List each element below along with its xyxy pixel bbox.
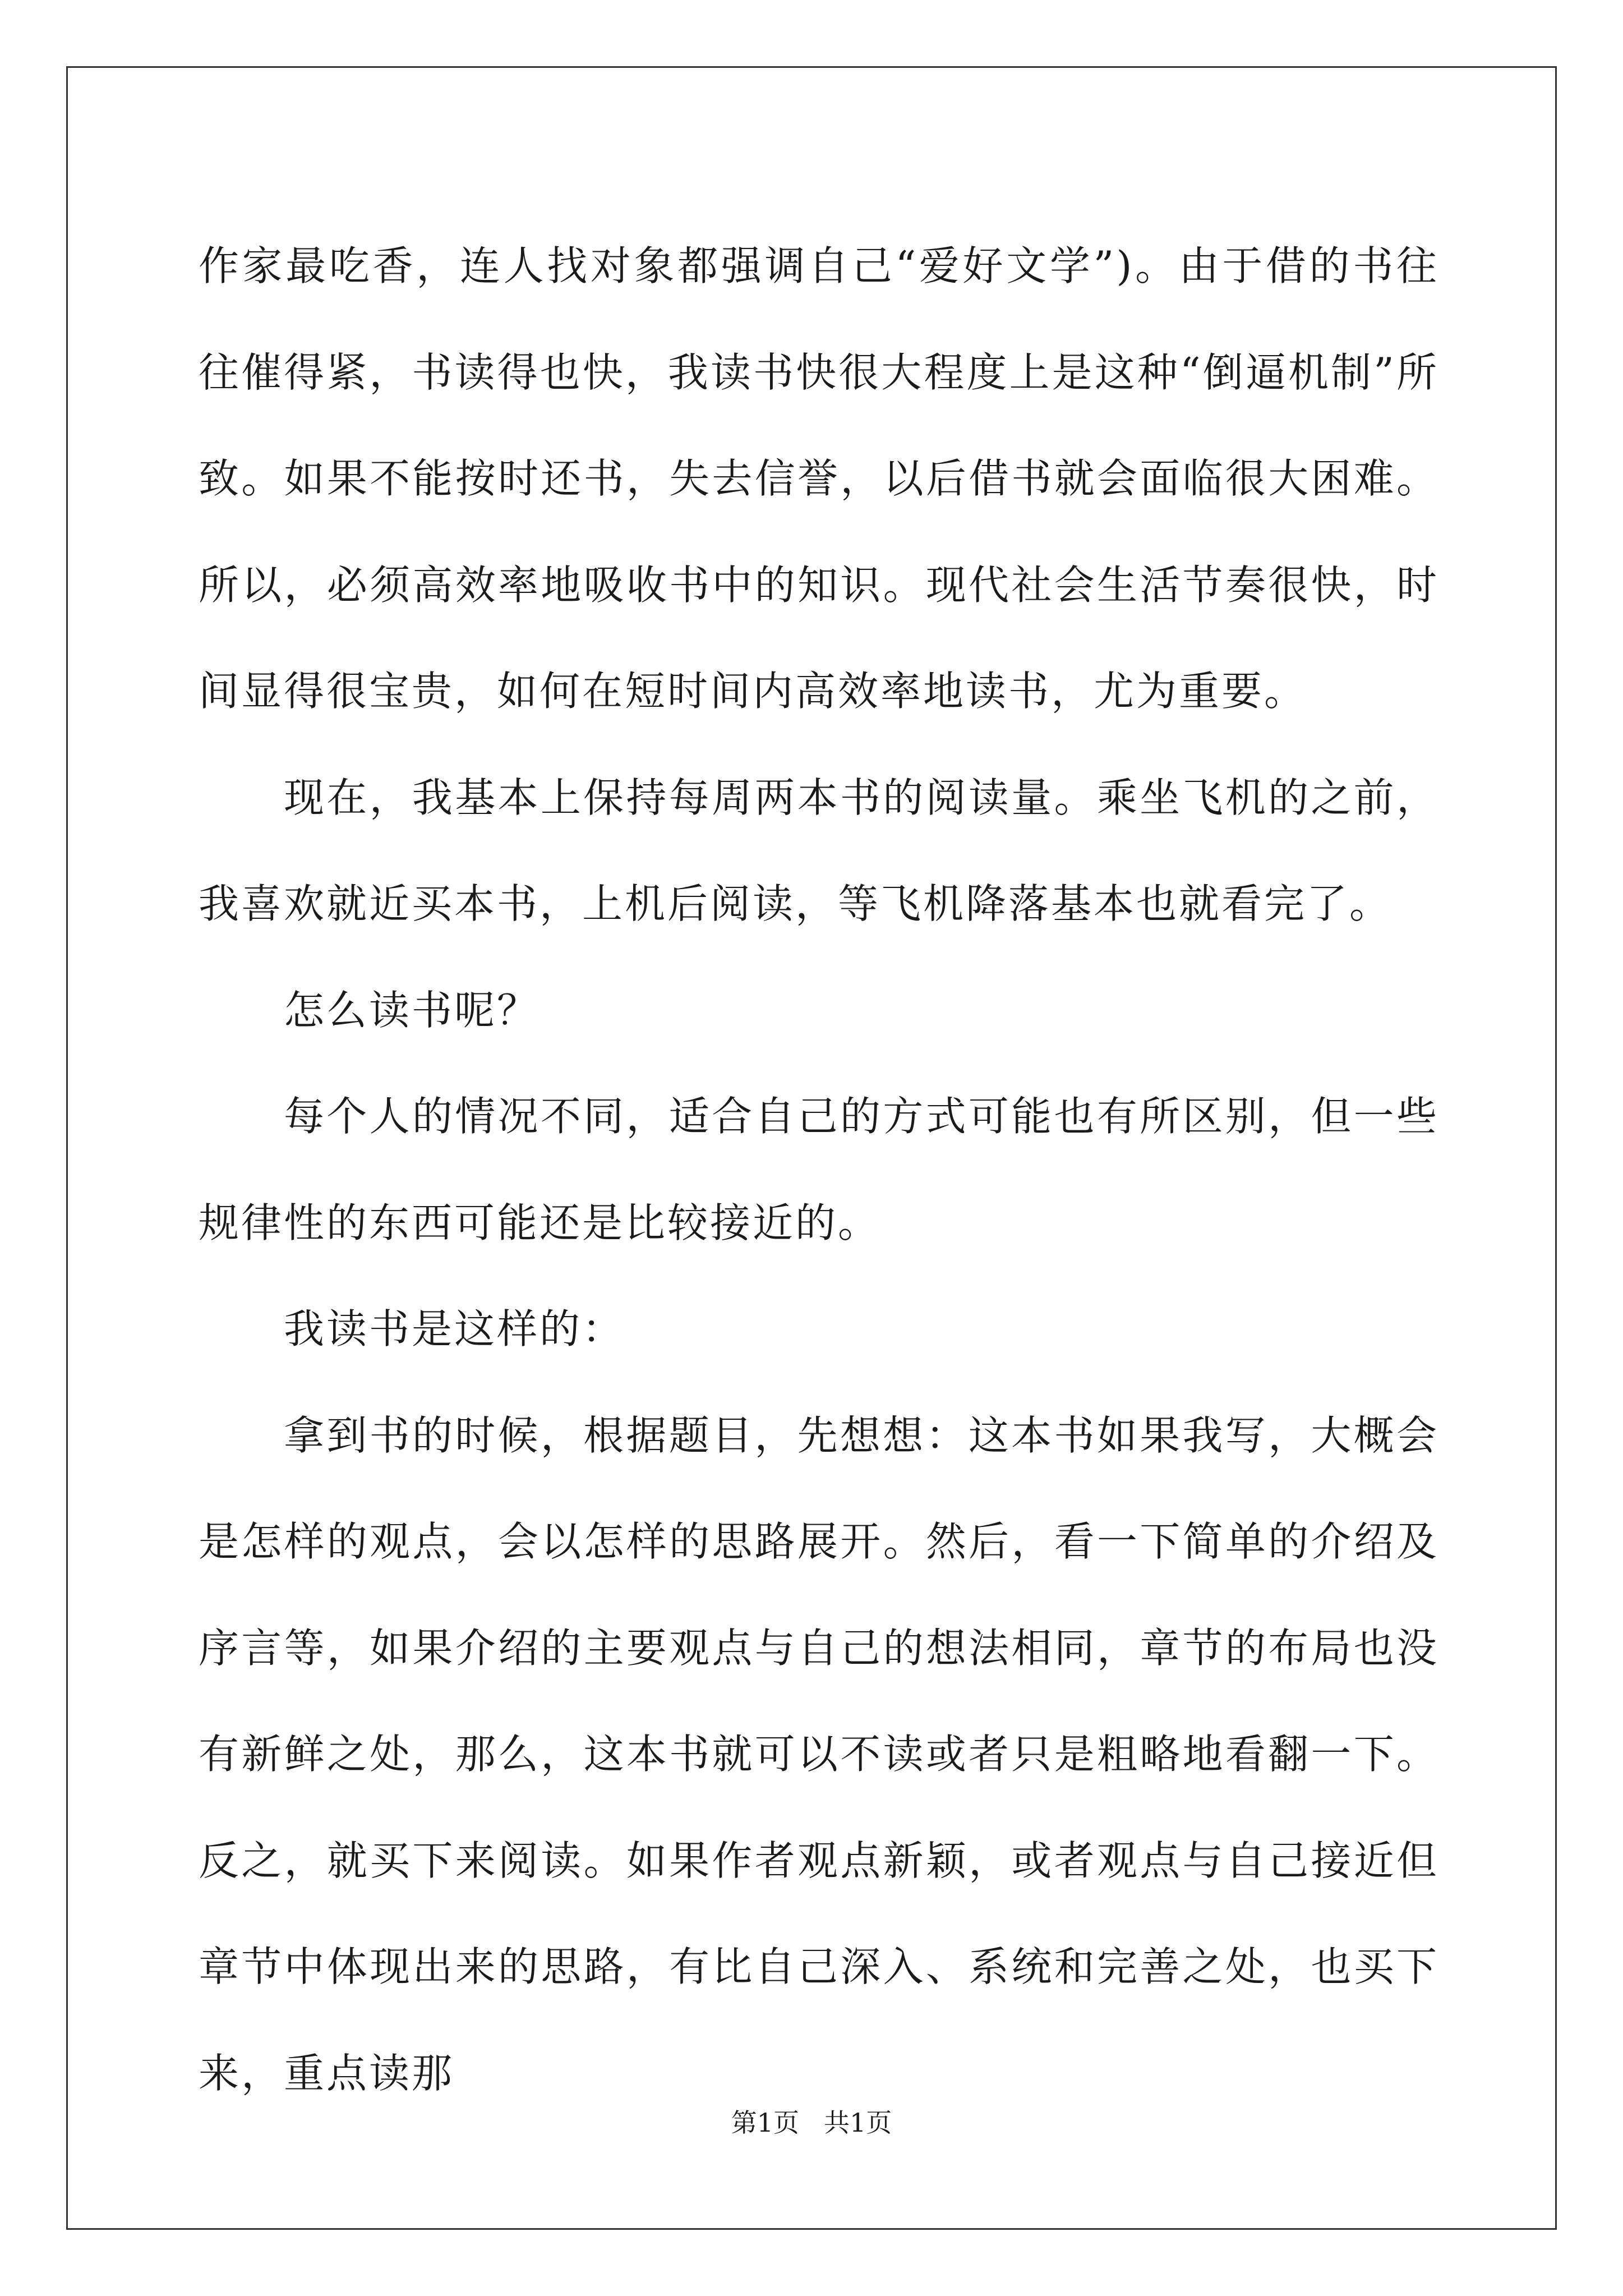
paragraph-6: 拿到书的时候，根据题目，先想想：这本书如果我写，大概会是怎样的观点，会以怎样的思路展开。然后，看一下简单的介绍及序言等，如果介绍的主要观点与自己的想法相同，章节的布局也没有新鲜之处，那么，这本书就可以不读或者只是粗略地看翻一下。反之，就买下来阅读。如果作者观点新颖，或者观点与自己接近但章节中体现出来的思路，有比自己深入、系统和完善之处，也买下来，重点读那 <box>199 1411 1439 2097</box>
paragraph-4: 每个人的情况不同，适合自己的方式可能也有所区别，但一些规律性的东西可能还是比较接近的。 <box>199 1093 1439 1246</box>
page-number: 第1页 <box>731 2108 800 2138</box>
document-body <box>199 213 1439 2127</box>
page-footer <box>0 2106 1623 2139</box>
paragraph-3: 怎么读书呢？ <box>284 986 540 1034</box>
paragraph-1: 作家最吃香，连人找对象都强调自己“爱好文学”)。由于借的书往往催得紧，书读得也快，我读书快很大程度上是这种“倒逼机制”所致。如果不能按时还书，失去信誉，以后借书就会面临很大困难。所以，必须高效率地吸收书中的知识。现代社会生活节奏很快，时间显得很宝贵，如何在短时间内高效率地读书，尤为重要。 <box>199 242 1439 715</box>
paragraph-2: 现在，我基本上保持每周两本书的阅读量。乘坐飞机的之前，我喜欢就近买本书，上机后阅读，等飞机降落基本也就看完了。 <box>199 774 1439 927</box>
paragraph-5: 我读书是这样的： <box>284 1305 625 1352</box>
page-total: 共1页 <box>823 2108 892 2138</box>
